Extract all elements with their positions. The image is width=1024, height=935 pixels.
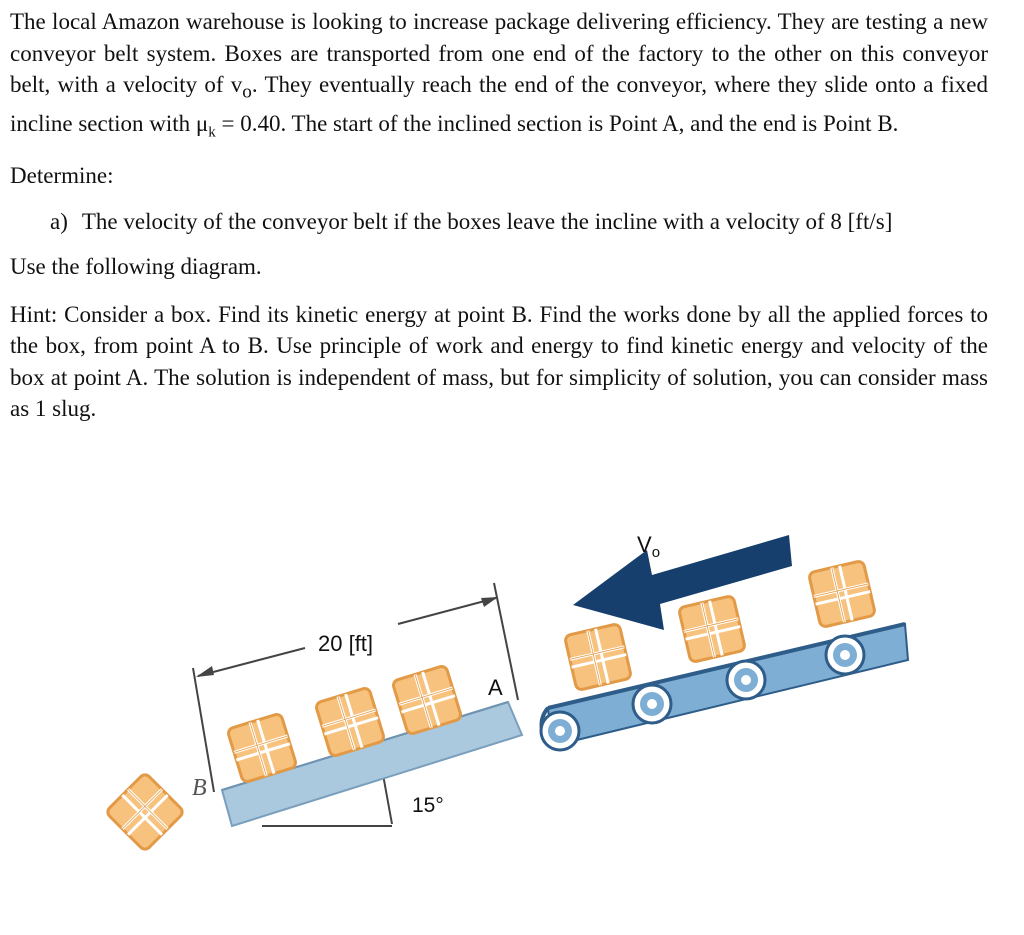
conveyor-roller xyxy=(541,712,579,750)
dimension-arrowhead-right xyxy=(481,597,498,607)
velocity-label: $V_o$ xyxy=(637,532,661,561)
velocity-subscript: o xyxy=(242,81,252,103)
dimension-arrowhead-left xyxy=(196,666,214,677)
dimension-line-left xyxy=(198,648,305,676)
dimension-extension-left xyxy=(193,668,214,792)
use-diagram-text: Use the following diagram. xyxy=(10,254,262,280)
dimension-line-right xyxy=(398,598,496,624)
item-text: The velocity of the conveyor belt if the boxes leave the incline with a velocity of 8 [ft/s] xyxy=(81,208,893,234)
angle-label: 15° xyxy=(412,794,444,817)
hint-paragraph: Hint: Consider a box. Find its kinetic energy at point B. Find the works done by all the applied forces to the box, from point A to B. Use principle of work and energy to find kinetic energy and velocity of the box at point A. The solution is independent of mass, but for simplicity of solution, you can consider mass as 1 slug. xyxy=(10,301,988,422)
conveyor-roller xyxy=(727,661,765,699)
box-on-conveyor xyxy=(564,623,631,690)
problem-intro: The local Amazon warehouse is looking to increase package delivering efficiency. They are testing a new conveyor belt system. Boxes are transported from one end of the factory to the other on this conveyor belt, with a velocity of $v_o$. They eventually reach the end of the conveyor, where they slide onto a fixed incline section with $\mu_k = 0.40$. The start of the inclined section is Point A, and the end is Point B. xyxy=(10,9,988,141)
falling-box xyxy=(105,772,184,851)
conveyor-roller xyxy=(633,685,671,723)
conveyor-roller xyxy=(826,636,864,674)
box-on-conveyor xyxy=(808,560,875,627)
item-marker: a) xyxy=(50,208,68,234)
friction-coefficient: $\mu_k$ xyxy=(195,111,216,141)
point-a-label: A xyxy=(488,675,503,700)
length-label: 20 [ft] xyxy=(318,631,374,656)
point-b-label: B xyxy=(192,775,207,801)
box-on-conveyor xyxy=(678,595,745,662)
determine-label: Determine: xyxy=(10,163,114,189)
